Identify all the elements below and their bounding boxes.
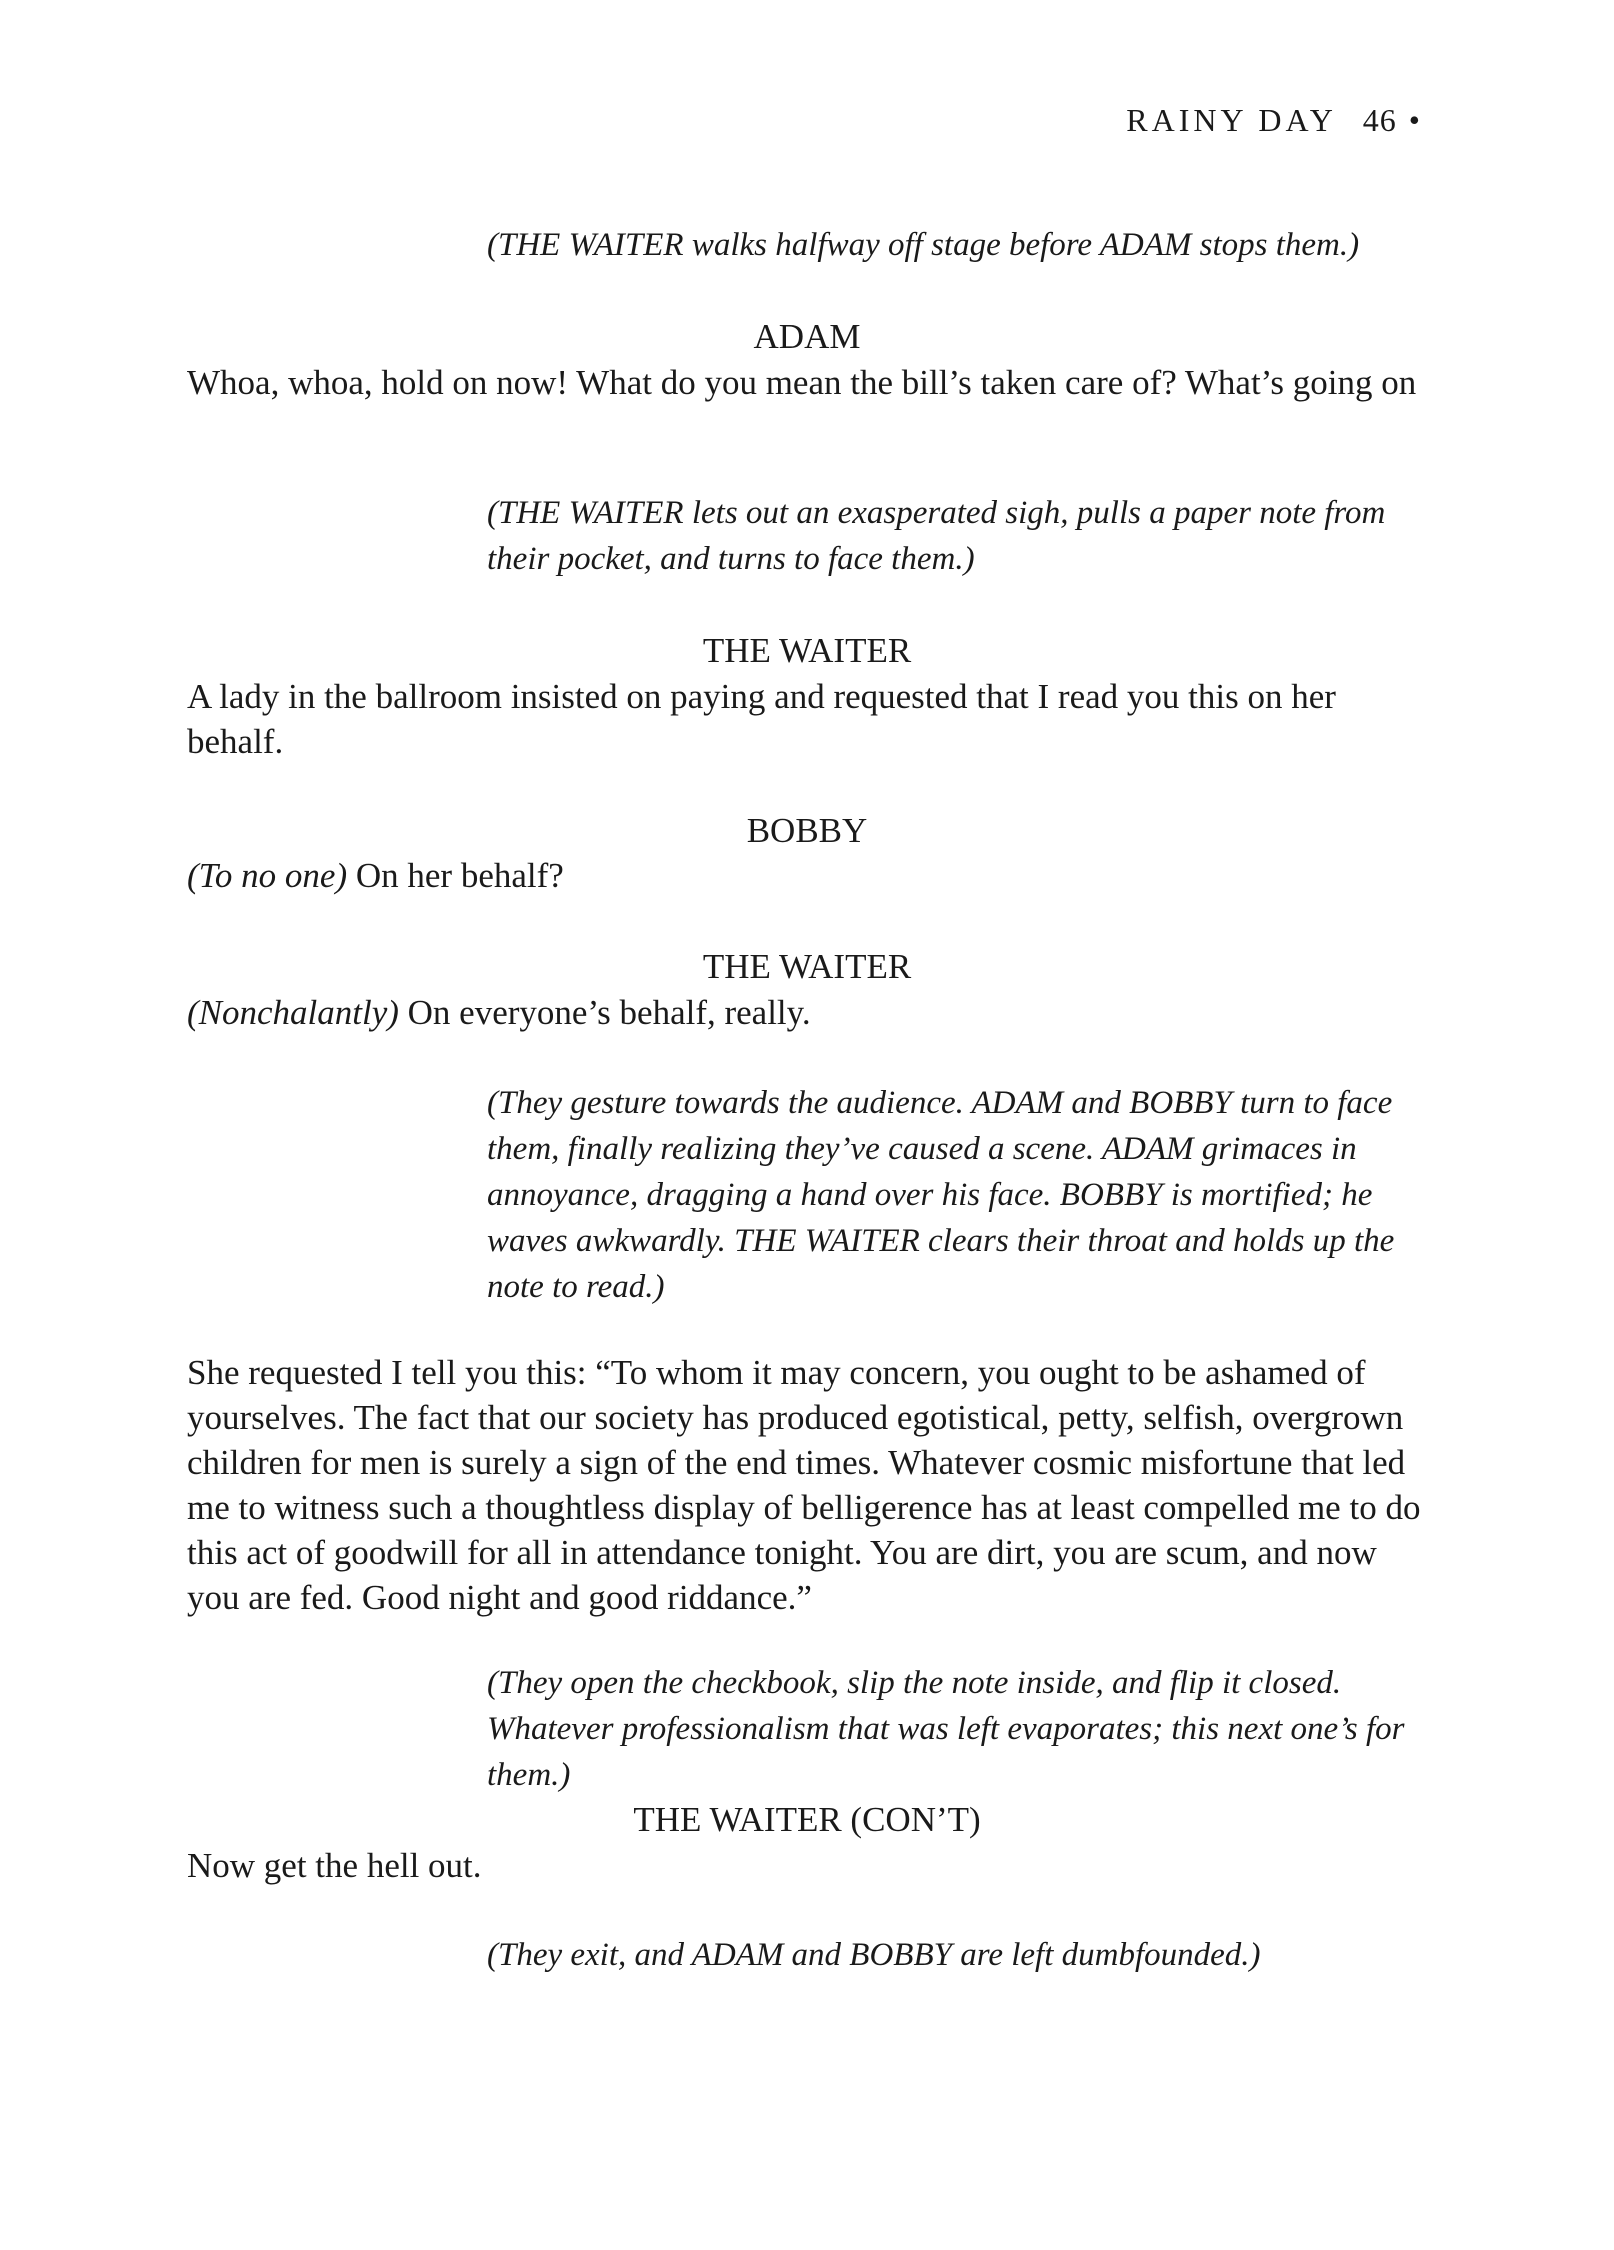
dialogue <box>187 853 1427 898</box>
dialogue-text: On everyone’s behalf, really. <box>398 993 811 1032</box>
dialogue: Whoa, whoa, hold on now! What do you mean the bill’s taken care of? What’s going on <box>187 363 1417 402</box>
parenthetical: (Nonchalantly) <box>187 993 399 1032</box>
character-cue: BOBBY <box>746 811 868 850</box>
page-number: 46 <box>1362 102 1397 138</box>
running-header <box>1126 102 1424 139</box>
dialogue: A lady in the ballroom insisted on paying and requested that I read you this on her behalf. <box>187 677 1336 761</box>
stage-direction: (They exit, and ADAM and BOBBY are left dumbfounded.) <box>487 1937 1261 1973</box>
dialogue: Now get the hell out. <box>187 1846 482 1885</box>
dialogue <box>187 990 1427 1035</box>
header-title: RAINY DAY <box>1126 102 1337 138</box>
character-cue: ADAM <box>753 317 861 356</box>
character-cue: THE WAITER <box>702 947 912 986</box>
stage-direction: (They open the checkbook, slip the note inside, and flip it closed. Whatever professionalism that was left evaporates; this next one’s for them.) <box>487 1665 1405 1793</box>
stage-direction: (THE WAITER walks halfway off stage before ADAM stops them.) <box>487 227 1360 263</box>
parenthetical: (To no one) <box>187 856 348 895</box>
dialogue-text: On her behalf? <box>347 856 564 895</box>
stage-direction: (THE WAITER lets out an exasperated sigh, pulls a paper note from their pocket, and turns to face them.) <box>487 495 1386 577</box>
character-cue: THE WAITER <box>702 631 912 670</box>
dialogue: She requested I tell you this: “To whom it may concern, you ought to be ashamed of yourselves. The fact that our society has produced egotistical, petty, selfish, overgrown children for men is surely a sign of the end times. Whatever cosmic misfortune that led me to witness such a thoughtless display of belligerence has at least compelled me to do this act of goodwill for all in attendance tonight. You are dirt, you are scum, and now you are fed. Good night and good riddance.” <box>187 1353 1421 1617</box>
header-bullet: • <box>1408 102 1424 138</box>
character-cue: THE WAITER (CON’T) <box>633 1800 981 1839</box>
stage-direction: (They gesture towards the audience. ADAM and BOBBY turn to face them, finally realizing they’ve caused a scene. ADAM grimaces in annoyance, dragging a hand over his face. BOBBY is mortified; he waves awkwardly. THE WAITER clears their throat and holds up the note to read.) <box>487 1085 1395 1305</box>
